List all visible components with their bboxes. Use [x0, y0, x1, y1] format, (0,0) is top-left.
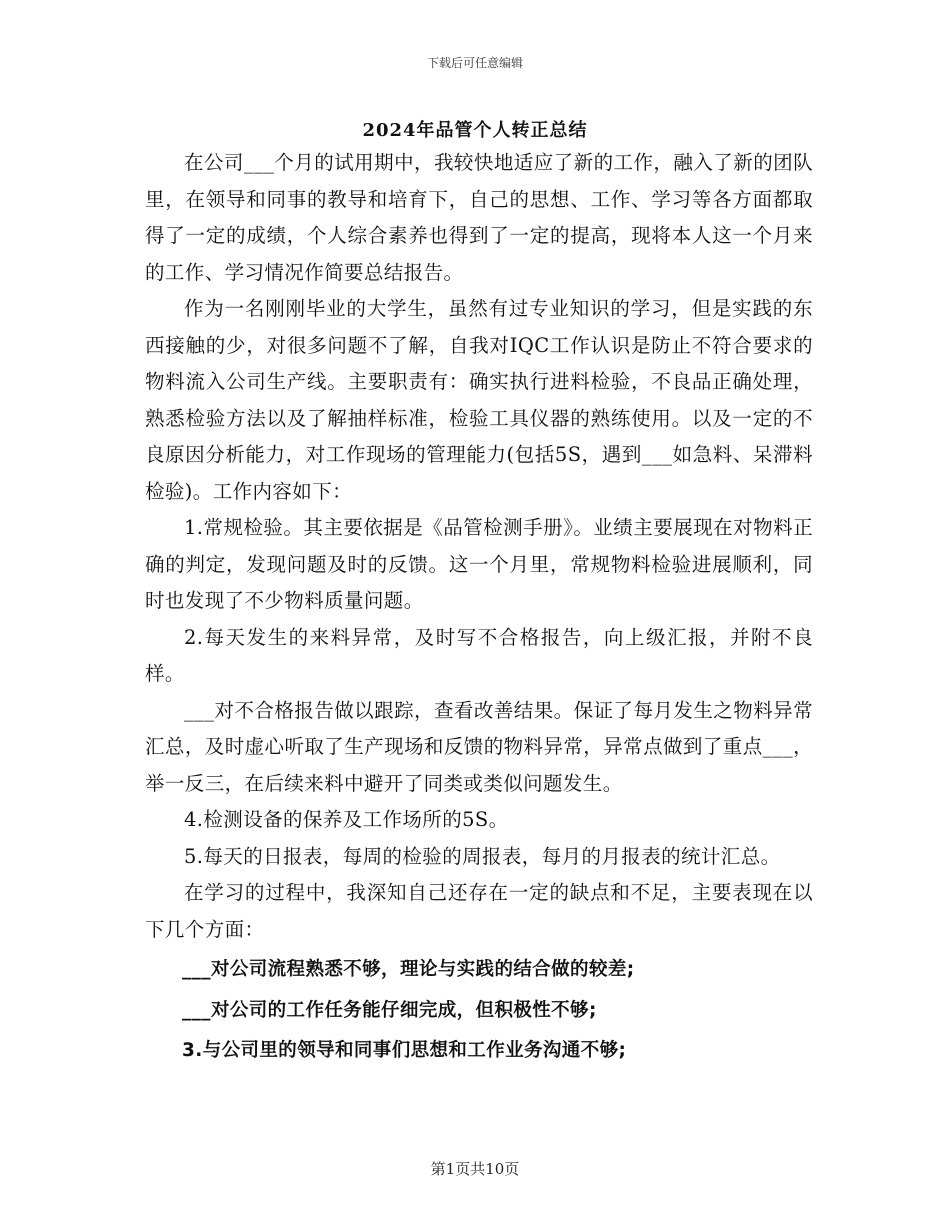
paragraph: 2.每天发生的来料异常，及时写不合格报告，向上级汇报，并附不良样。 — [145, 625, 813, 685]
document-body — [145, 145, 813, 1070]
page-number: 第1页共10页 — [430, 1160, 520, 1178]
paragraph: ___对不合格报告做以跟踪，查看改善结果。保证了每月发生之物料异常汇总，及时虚心听取了生产现场和反馈的物料异常，异常点做到了重点___，举一反三，在后续来料中避开了同类或类似问题发生。 — [145, 698, 813, 795]
paragraph: 1.常规检验。其主要依据是《品管检测手册》。业绩主要展现在对物料正确的判定，发现问题及时的反馈。这一个月里，常规物料检验进展顺利，同时也发现了不少物料质量问题。 — [145, 516, 813, 612]
paragraph: 作为一名刚刚毕业的大学生，虽然有过专业知识的学习，但是实践的东西接触的少，对很多问题不了解，自我对IQC工作认识是防止不符合要求的物料流入公司生产线。主要职责有：确实执行进料检验，不良品正确处理，熟悉检验方法以及了解抽样标准，检验工具仪器的熟练使用。以及一定的不良原因分析能力，对工作现场的管理能力(包括5S，遇到___如急料、呆滞料检验)。工作内容如下： — [145, 297, 813, 503]
paragraph: 4.检测设备的保养及工作场所的5S。 — [184, 808, 509, 831]
paragraph: 在公司___个月的试用期中，我较快地适应了新的工作，融入了新的团队里，在领导和同事的教导和培育下，自己的思想、工作、学习等各方面都取得了一定的成绩，个人综合素养也得到了一定的提高，现将本人这一个月来的工作、学习情况作简要总结报告。 — [145, 151, 813, 284]
shortcoming-item: ___对公司流程熟悉不够，理论与实践的结合做的较差; — [182, 959, 635, 980]
paragraph: 5.每天的日报表，每周的检验的周报表，每月的月报表的统计汇总。 — [184, 844, 781, 868]
shortcoming-item: 3.与公司里的领导和同事们思想和工作业务沟通不够; — [182, 1040, 627, 1061]
shortcoming-item: ___对公司的工作任务能仔细完成，但积极性不够; — [182, 999, 597, 1021]
document-title: 2024年品管个人转正总结 — [362, 120, 588, 141]
paragraph: 在学习的过程中，我深知自己还存在一定的缺点和不足，主要表现在以下几个方面： — [145, 881, 813, 941]
header-note: 下载后可任意编辑 — [426, 56, 523, 70]
